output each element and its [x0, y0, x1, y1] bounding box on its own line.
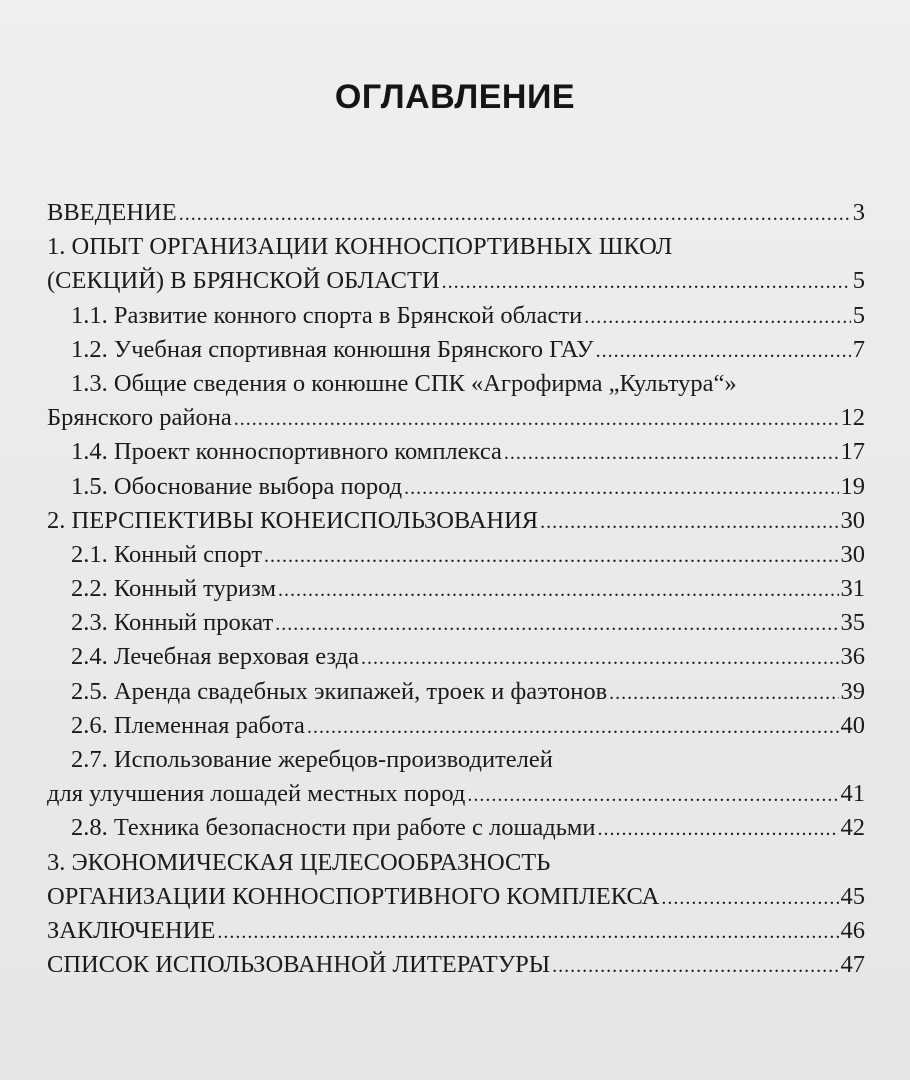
table-of-contents [47, 196, 865, 982]
dot-leader [179, 196, 851, 231]
toc-entry-title: 1.2. Учебная спортивная конюшня Брянского ГАУ [71, 335, 594, 363]
toc-entry [47, 299, 865, 333]
toc-page-number: 30 [840, 506, 865, 534]
toc-page-number: 12 [840, 404, 865, 432]
toc-entry [47, 230, 865, 264]
dot-leader [540, 504, 838, 539]
toc-entry-title: ЗАКЛЮЧЕНИЕ [47, 916, 216, 944]
toc-entry [47, 640, 865, 674]
toc-entry-title: 1.4. Проект конноспортивного комплекса [71, 438, 502, 466]
toc-entry [47, 264, 865, 298]
toc-entry [47, 401, 865, 435]
toc-entry [47, 811, 865, 845]
toc-page-number: 5 [852, 301, 865, 329]
dot-leader [584, 299, 851, 334]
toc-page-number: 47 [840, 951, 865, 979]
toc-entry [47, 743, 865, 777]
toc-page-number: 46 [840, 916, 865, 944]
dot-leader [552, 948, 838, 983]
dot-leader [278, 572, 839, 607]
toc-entry [47, 435, 865, 469]
toc-entry [47, 572, 865, 606]
toc-entry-title: 1.1. Развитие конного спорта в Брянской области [71, 301, 583, 329]
toc-page-number: 39 [840, 677, 865, 705]
toc-entry-title: 2.5. Аренда свадебных экипажей, троек и фаэтонов [71, 677, 608, 705]
dot-leader [307, 709, 839, 744]
toc-page-number: 3 [852, 199, 865, 226]
toc-entry-title: 1.3. Общие сведения о конюшне СПК «Агрофирма „Культура“» [71, 369, 737, 397]
toc-entry-title: 2.8. Техника безопасности при работе с лошадьми [71, 814, 596, 842]
toc-page-number: 45 [840, 882, 865, 910]
toc-entry [47, 880, 865, 914]
dot-leader [234, 401, 839, 436]
dot-leader [442, 264, 851, 299]
toc-page-number: 40 [840, 711, 865, 739]
toc-entry-title: 2.3. Конный прокат [71, 609, 274, 637]
toc-entry-title: ВВЕДЕНИЕ [47, 199, 177, 226]
toc-entry [47, 675, 865, 709]
toc-page-number: 30 [840, 540, 865, 568]
dot-leader [404, 470, 838, 505]
toc-page-number: 36 [840, 643, 865, 671]
toc-entry [47, 846, 865, 880]
toc-entry-title: ОРГАНИЗАЦИИ КОННОСПОРТИВНОГО КОМПЛЕКСА [47, 882, 660, 910]
dot-leader [609, 675, 838, 710]
dot-leader [361, 640, 838, 675]
toc-entry-title: для улучшения лошадей местных пород [47, 780, 466, 808]
toc-entry-title: 1. ОПЫТ ОРГАНИЗАЦИИ КОННОСПОРТИВНЫХ ШКОЛ [47, 233, 673, 261]
toc-entry-title: 3. ЭКОНОМИЧЕСКАЯ ЦЕЛЕСООБРАЗНОСТЬ [47, 848, 551, 876]
dot-leader [275, 606, 838, 641]
toc-page-number: 41 [840, 780, 865, 808]
toc-page-number: 35 [840, 609, 865, 637]
toc-entry-title: СПИСОК ИСПОЛЬЗОВАННОЙ ЛИТЕРАТУРЫ [47, 951, 551, 979]
dot-leader [264, 538, 838, 573]
dot-leader [596, 333, 851, 368]
toc-entry [47, 504, 865, 538]
toc-entry [47, 606, 865, 640]
toc-page-number: 5 [852, 267, 865, 295]
dot-leader [504, 435, 839, 470]
toc-page-number: 42 [840, 814, 865, 842]
toc-entry-title: (СЕКЦИЙ) В БРЯНСКОЙ ОБЛАСТИ [47, 267, 440, 295]
toc-entry-title: 2.7. Использование жеребцов-производителей [71, 746, 553, 773]
toc-entry-title: Брянского района [47, 404, 232, 432]
dot-leader [661, 880, 838, 915]
toc-entry-title: 2.4. Лечебная верховая езда [71, 643, 360, 671]
toc-entry [47, 948, 865, 982]
toc-page-number: 19 [840, 472, 865, 500]
toc-entry [47, 196, 865, 230]
toc-entry [47, 333, 865, 367]
toc-entry [47, 709, 865, 743]
toc-page-number: 17 [840, 438, 865, 466]
toc-entry [47, 777, 865, 811]
dot-leader [217, 914, 838, 949]
toc-entry-title: 2.1. Конный спорт [71, 540, 263, 568]
toc-page-number: 31 [840, 575, 865, 603]
toc-entry [47, 367, 865, 401]
toc-entry [47, 470, 865, 504]
toc-entry [47, 538, 865, 572]
dot-leader [598, 811, 839, 846]
toc-entry [47, 914, 865, 948]
page-title: ОГЛАВЛЕНИЕ [334, 78, 576, 116]
toc-entry-title: 2.2. Конный туризм [71, 575, 276, 603]
toc-entry-title: 2.6. Племенная работа [71, 711, 305, 739]
toc-entry-title: 2. ПЕРСПЕКТИВЫ КОНЕИСПОЛЬЗОВАНИЯ [47, 506, 539, 534]
toc-entry-title: 1.5. Обоснование выбора пород [71, 472, 403, 500]
toc-page-number: 7 [852, 335, 865, 363]
dot-leader [467, 777, 838, 812]
